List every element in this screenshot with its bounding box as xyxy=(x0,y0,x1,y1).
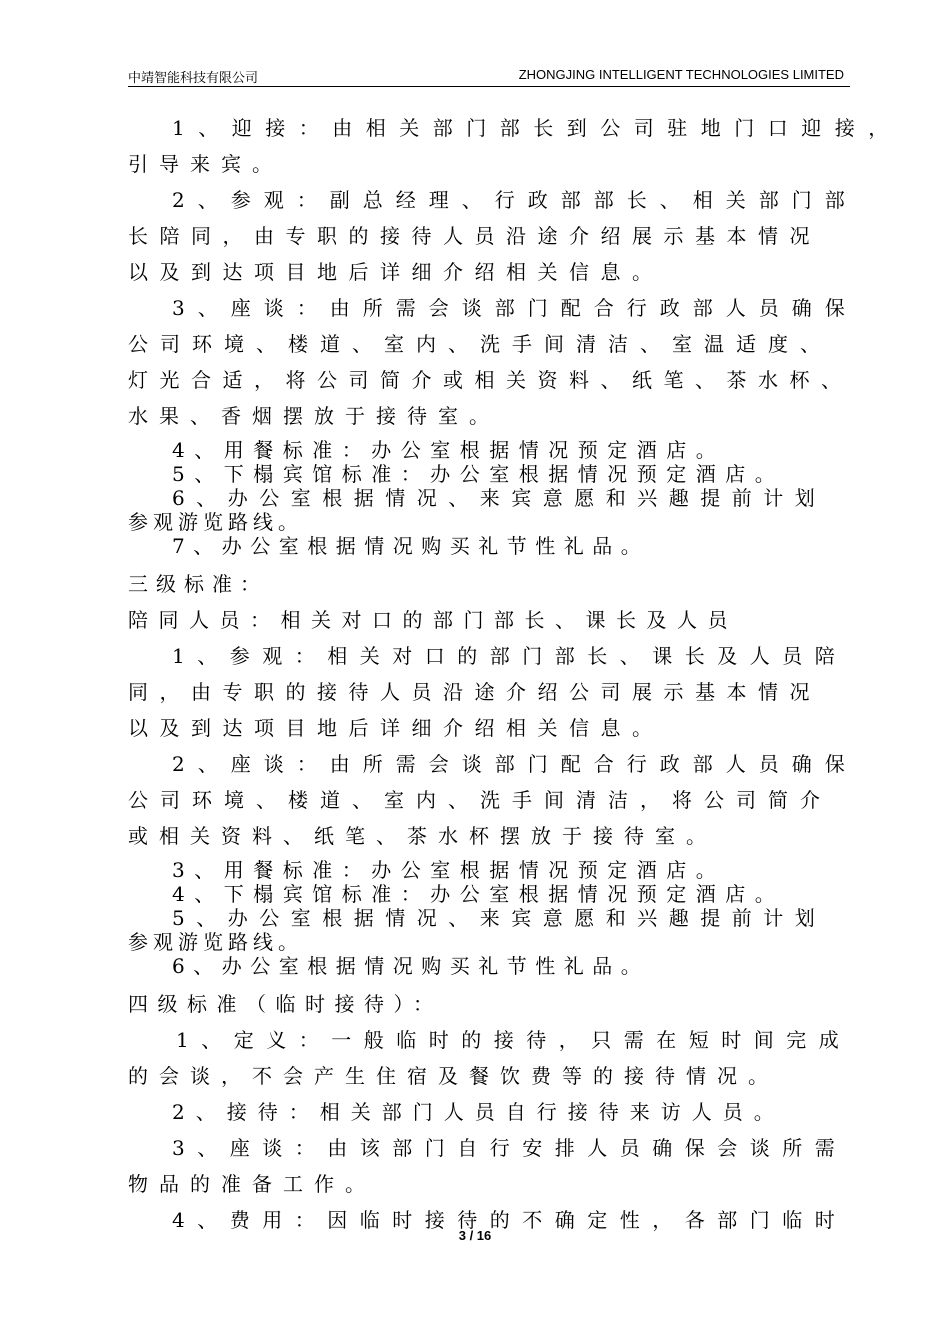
text-line: 参观游览路线。 xyxy=(128,930,303,954)
text-line: 2、参观：副总经理、行政部部长、相关部门部 xyxy=(172,188,858,212)
text-line: 2、接待：相关部门人员自行接待来访人员。 xyxy=(172,1100,785,1124)
text-line: 公司环境、楼道、室内、洗手间清洁、室温适度、 xyxy=(128,332,832,356)
text-line: 4、下榻宾馆标准：办公室根据情况预定酒店。 xyxy=(172,882,785,906)
text-line: 灯光合适，将公司简介或相关资料、纸笔、茶水杯、 xyxy=(128,368,853,392)
text-line: 6、办公室根据情况、来宾意愿和兴趣提前计划 xyxy=(172,486,827,510)
text-line: 公司环境、楼道、室内、洗手间清洁，将公司简介 xyxy=(128,788,832,812)
header-company-en: ZHONGJING INTELLIGENT TECHNOLOGIES LIMITED xyxy=(518,67,844,82)
text-line: 同，由专职的接待人员沿途介绍公司展示基本情况 xyxy=(128,680,821,704)
text-line: 5、下榻宾馆标准：办公室根据情况预定酒店。 xyxy=(172,462,785,486)
page-header xyxy=(128,64,850,87)
text-line: 三级标准： xyxy=(128,572,268,596)
header-company-cn: 中靖智能科技有限公司 xyxy=(128,70,259,85)
text-line: 或相关资料、纸笔、茶水杯摆放于接待室。 xyxy=(128,824,717,848)
text-line: 长陪同，由专职的接待人员沿途介绍展示基本情况 xyxy=(128,224,821,248)
page-number: 3 / 16 xyxy=(458,1228,492,1243)
text-line: 水果、香烟摆放于接待室。 xyxy=(128,404,500,428)
text-line: 以及到达项目地后详细介绍相关信息。 xyxy=(128,260,664,284)
text-line: 4、费用：因临时接待的不确定性，各部门临时 xyxy=(172,1208,848,1232)
text-line: 以及到达项目地后详细介绍相关信息。 xyxy=(128,716,664,740)
text-line: 陪同人员：相关对口的部门部长、课长及人员 xyxy=(128,608,738,632)
text-line: 1、迎接：由相关部门部长到公司驻地门口迎接， xyxy=(172,116,902,140)
text-line: 引导来宾。 xyxy=(128,152,283,176)
text-line: 4、用餐标准：办公室根据情况预定酒店。 xyxy=(172,438,726,462)
text-line: 3、座谈：由该部门自行安排人员确保会谈所需 xyxy=(172,1136,848,1160)
text-line: 物品的准备工作。 xyxy=(128,1172,376,1196)
text-line: 5、办公室根据情况、来宾意愿和兴趣提前计划 xyxy=(172,906,827,930)
text-line: 2、座谈：由所需会谈部门配合行政部人员确保 xyxy=(172,752,858,776)
text-line: 3、座谈：由所需会谈部门配合行政部人员确保 xyxy=(172,296,858,320)
text-line: 3、用餐标准：办公室根据情况预定酒店。 xyxy=(172,858,726,882)
text-line: 1、参观：相关对口的部门部长、课长及人员陪 xyxy=(172,644,848,668)
text-line: 四级标准（临时接待）： xyxy=(128,992,443,1016)
text-line: 6、办公室根据情况购买礼节性礼品。 xyxy=(172,954,650,978)
text-line: 的会谈，不会产生住宿及餐饮费等的接待情况。 xyxy=(128,1064,779,1088)
text-line: 参观游览路线。 xyxy=(128,510,303,534)
text-line: 1、定义：一般临时的接待，只需在短时间完成 xyxy=(176,1028,852,1052)
text-line: 7、办公室根据情况购买礼节性礼品。 xyxy=(172,534,650,558)
